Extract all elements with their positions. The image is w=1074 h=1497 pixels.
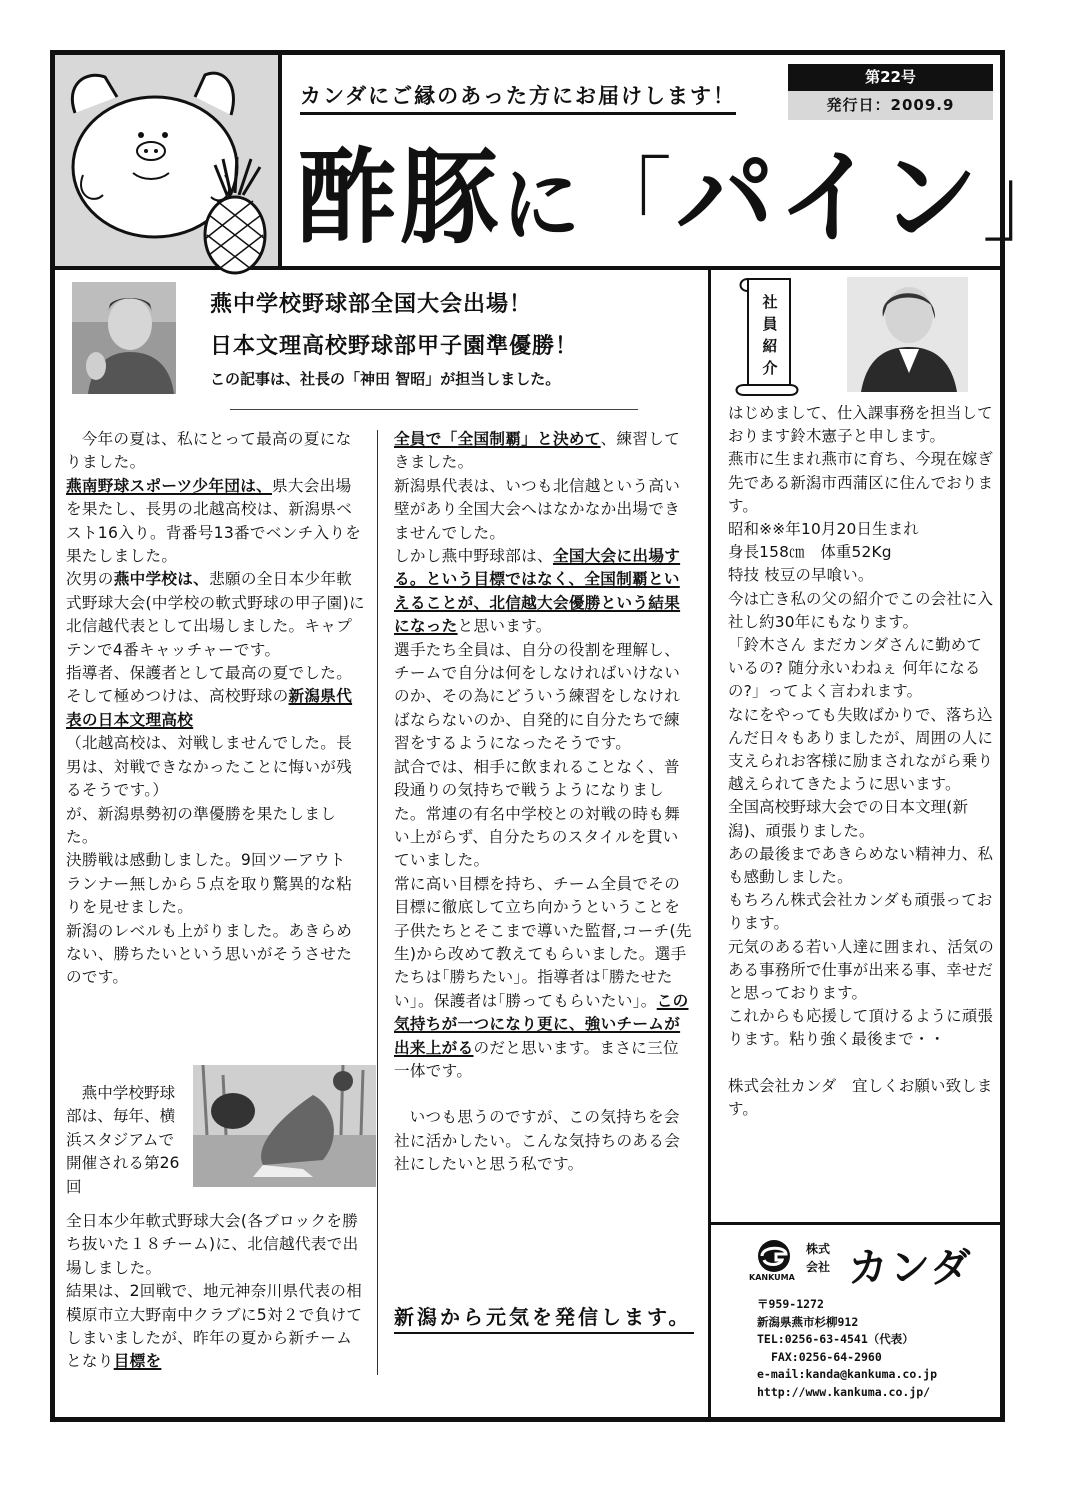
middle-paragraph-4: 選手たち全員は、自分の役割を理解し、チームで自分は何をしなければいけないのか、その為にどういう練習をしなければならないのか、自発的に自分たちで練習をするようになったそうです。 <box>394 640 681 753</box>
wrap-text: 燕中学校野球部は、毎年、横浜スタジアムで開催される第26回 <box>66 1084 180 1196</box>
left-paragraph-4 <box>66 662 366 732</box>
closing-slogan: 新潟から元気を発信します。 <box>394 1302 694 1334</box>
staff-paragraph: これからも応援して頂けるように頑張ります。粘り強く最後まで・・ <box>728 1007 994 1049</box>
staff-paragraph: なにをやっても失敗ばかりで、落ち込んだ日々もありましたが、周囲の人に支えられお客様に励まされながら乗り越えられてきたように思います。 <box>728 705 994 794</box>
staff-paragraph: 元気のある若い人達に囲まれ、活気のある事務所で仕事が出来る事、幸せだと思っております。 <box>728 937 994 1003</box>
masthead-part2: に <box>502 158 585 253</box>
middle-p3-bold: 全国大会に出場する。という目標ではなく、全国制覇といえることが、北信越大会優勝という結果になった <box>394 547 681 636</box>
left-p3-pre: 次男の <box>66 570 114 589</box>
left-paragraph-3 <box>66 568 366 662</box>
left-paragraph-8: 新潟のレベルも上がりました。あきらめない、勝ちたいという思いがそうさせたのです。 <box>66 921 353 987</box>
staff-paragraph: 今は亡き私の父の紹介でこの会社に入社し約30年にもなります。 <box>728 589 994 631</box>
left-paragraph-10 <box>66 1280 366 1374</box>
staff-paragraph: 株式会社カンダ 宜しくお願い致します。 <box>728 1076 993 1118</box>
left-p10-bold: 目標を <box>113 1352 162 1371</box>
company-url[interactable]: http://www.kankuma.co.jp/ <box>757 1384 931 1399</box>
issue-number: 第22号 <box>788 64 993 91</box>
staff-paragraph: あの最後まであきらめない精神力、私も感動しました。 <box>728 844 994 887</box>
company-tel: TEL:0256-63-4541（代表） <box>757 1332 914 1346</box>
staff-paragraph: 燕市に生まれ燕市に育ち、今現在嫁ぎ先である新潟市西蒲区に住んでおります。 <box>728 450 994 515</box>
issue-box <box>788 64 993 120</box>
company-roman: KANKUMA <box>749 1273 795 1282</box>
company-contact <box>757 1296 937 1401</box>
middle-column-divider <box>377 430 378 1375</box>
byline: この記事は、社長の「神田 智昭」が担当しました。 <box>210 370 561 388</box>
staff-intro-label: 社員紹介 <box>762 293 778 377</box>
staff-paragraph: 昭和※※年10月20日生まれ <box>728 520 919 539</box>
left-p3-rest: 悲願の全日本少年軟式野球大会(中学校の軟式野球の甲子園)に北信越代表として出場しました。キャプテンで4番キャッチャーです。 <box>66 570 365 659</box>
middle-paragraph-2: 新潟県代表は、いつも北信越という高い壁があり全国大会へはなかなか出場できませんでした。 <box>394 476 681 542</box>
company-name: カンダ <box>848 1245 973 1291</box>
headline-2: 日本文理高校野球部甲子園準優勝！ <box>210 334 579 359</box>
middle-p6-bold: この気持ちが一つになり更に、強いチームが出来上がる <box>394 991 689 1057</box>
staff-paragraph: はじめまして、仕入課事務を担当しております鈴木憲子と申します。 <box>728 404 993 446</box>
left-p4-pre: 指導者、保護者として最高の夏でした。そして極めつけは、高校野球の <box>66 664 353 706</box>
left-p2-rest: 県大会出場を果たし、長男の北越高校は、新潟県ベスト16入り。背番号13番でベンチ入りを果たしました。 <box>66 476 362 566</box>
left-paragraph-5: （北越高校は、対戦しませんでした。長男は、対戦できなかったことに悔いが残るそうです。） <box>66 734 353 800</box>
middle-paragraph-3 <box>394 545 694 639</box>
middle-p3-rest: と思います。 <box>457 617 552 636</box>
staff-paragraph: 「鈴木さん まだカンダさんに勤めているの? 随分永いわねぇ 何年になるの?」ってよく言われます。 <box>728 636 982 701</box>
baseball-photo <box>193 1065 376 1187</box>
staff-paragraph: もちろん株式会社カンダも頑張っております。 <box>728 891 993 933</box>
tagline: カンダにご縁のあった方にお届けします！ <box>300 80 736 115</box>
left-p2-bold: 燕南野球スポーツ少年団は、 <box>66 476 272 495</box>
middle-p6-rest: のだと思います。まさに三位一体です。 <box>394 1038 679 1080</box>
company-fax: FAX:0256-64-2960 <box>771 1349 882 1364</box>
headline-rule <box>230 409 638 410</box>
left-p4-bold: 新潟県代表の日本文理高校 <box>66 687 353 729</box>
issue-date: 発行日：2009.9 <box>788 91 993 120</box>
article-middle-column <box>394 428 694 1177</box>
right-column-divider <box>708 270 711 1417</box>
left-paragraph-6: が、新潟県勢初の準優勝を果たしました。 <box>66 804 337 846</box>
company-postal: 〒959-1272 <box>757 1297 824 1311</box>
staff-intro-text <box>728 402 996 1121</box>
left-paragraph-2 <box>66 475 366 569</box>
staff-photo <box>847 277 968 392</box>
staff-paragraph: 全国高校野球大会での日本文理(新潟)、頑張りました。 <box>728 798 969 840</box>
middle-paragraph-1 <box>394 428 694 475</box>
staff-paragraph <box>728 1052 996 1075</box>
middle-p6-pre: 常に高い目標を持ち、チーム全員でその目標に徹底して立ち向かうということを子供たちとそこまで導いた監督,コーチ(先生)から改めて教えてもらいました。選手たちは｢勝ちたい｣。指導者は｢勝たせたい｣。保護者は｢勝ってもらいたい｣。 <box>394 874 692 1010</box>
left-paragraph-7: 決勝戦は感動しました。9回ツーアウト ランナー無しから５点を取り驚異的な粘りを見せました。 <box>66 851 362 917</box>
middle-paragraph-7: いつも思うのですが、この気持ちを会社に活かしたい。こんな気持ちのある会社にしたいと思う私です。 <box>394 1108 681 1174</box>
middle-p1-bold: 全員で「全国制覇」と決めて <box>394 430 601 448</box>
middle-p1-rest: 、練習してきました。 <box>394 430 681 472</box>
masthead-part3: パイン <box>676 138 983 259</box>
company-kabushiki: 株式会社 <box>806 1242 831 1274</box>
kanda-logo-icon <box>752 1238 798 1274</box>
ceo-photo <box>72 282 176 394</box>
masthead-title <box>298 130 1074 274</box>
left-paragraph-1: 今年の夏は、私にとって最高の夏になりました。 <box>66 430 352 472</box>
staff-paragraph: 特技 枝豆の早喰い。 <box>728 566 874 585</box>
left-p3-bold: 燕中学校は、 <box>113 570 210 589</box>
staff-paragraph: 身長158㎝ 体重52Kg <box>728 543 892 562</box>
mascot-panel <box>55 55 278 266</box>
headline-1: 燕中学校野球部全国大会出場！ <box>210 292 533 317</box>
company-address: 新潟県燕市杉柳912 <box>757 1314 859 1329</box>
masthead-part1: 酢豚 <box>298 138 503 259</box>
left-paragraph-9: 全日本少年軟式野球大会(各ブロックを勝ち抜いた１８チーム)に、北信越代表で出場しました。 <box>66 1212 359 1277</box>
masthead-open-bracket: 「 <box>584 146 677 255</box>
article-left-column <box>66 428 366 990</box>
middle-paragraph-5: 試合では、相手に飲まれることなく、普段通りの気持ちで戦うようになりました。常連の有名中学校との対戦の時も舞い上がらず、自分たちのスタイルを貫いていました。 <box>394 757 681 870</box>
company-email[interactable]: e-mail:kanda@kankuma.co.jp <box>757 1367 938 1381</box>
pig-mascot-icon <box>55 55 278 266</box>
middle-p3-pre: しかし燕中野球部は、 <box>394 547 553 566</box>
middle-spacer <box>394 1083 694 1106</box>
company-divider <box>711 1222 1000 1225</box>
article-left-column-lower <box>66 1210 366 1374</box>
masthead-close-bracket: 」 <box>982 146 1074 255</box>
left-p10-pre: 結果は、2回戦で、地元神奈川県代表の相模原市立大野南中クラブに5対２で負けてしまいましたが、昨年の夏から新チームとなり <box>66 1282 363 1371</box>
middle-paragraph-6 <box>394 873 694 1084</box>
